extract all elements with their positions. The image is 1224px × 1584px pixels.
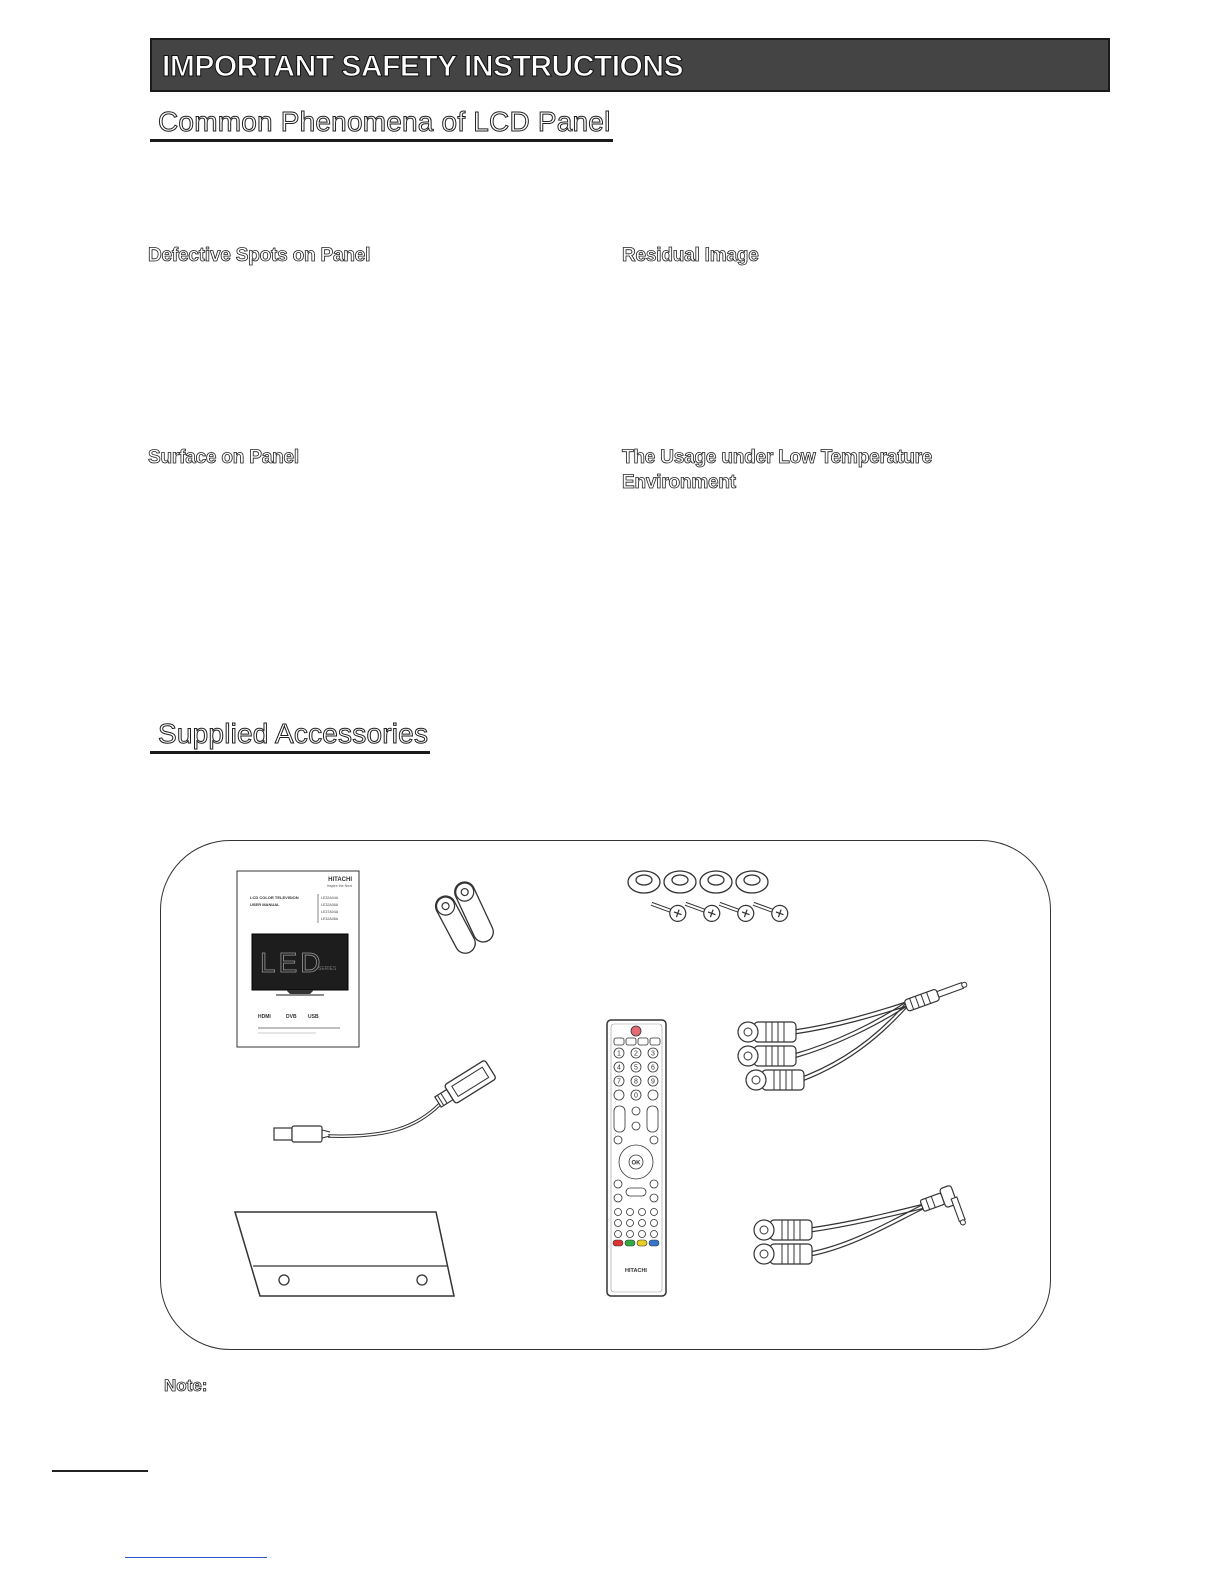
color-key-green — [625, 1240, 635, 1246]
digit-0-key: 0 — [634, 1092, 638, 1100]
manual-logo-dvb: DVB — [286, 1014, 297, 1020]
manual-logo-usb: USB — [308, 1014, 319, 1020]
digit-6-key: 6 — [651, 1064, 655, 1072]
manual-model-2: LE32A06A — [321, 903, 339, 907]
rca-connector-icon — [754, 1220, 812, 1240]
digit-1-key: 1 — [617, 1050, 621, 1058]
remote-control-illustration — [606, 1018, 668, 1298]
manual-screen-text: LED — [260, 947, 324, 978]
color-key-red — [613, 1240, 623, 1246]
manual-tagline: Inspire the Next — [326, 884, 352, 888]
footer-link-underline[interactable] — [125, 1557, 267, 1558]
manual-subtitle: USER MANUAL — [250, 902, 280, 907]
color-key-yellow — [637, 1240, 647, 1246]
manual-model-4: LE32A06A — [321, 917, 339, 921]
digit-2-key: 2 — [634, 1050, 638, 1058]
page-title: IMPORTANT SAFETY INSTRUCTIONS — [162, 50, 684, 83]
header-banner — [150, 38, 1110, 92]
screw-icon — [751, 896, 790, 923]
usb-socket-icon — [432, 1060, 496, 1112]
section-title-accessories: Supplied Accessories — [150, 718, 430, 754]
digit-9-key: 9 — [651, 1078, 655, 1086]
screw-icon — [683, 896, 722, 923]
digit-5-key: 5 — [634, 1064, 638, 1072]
subsection-residual-image: Residual Image — [622, 245, 759, 266]
manual-logo-hdmi: HDMI — [258, 1014, 271, 1020]
ok-button-label: OK — [631, 1160, 641, 1167]
footer-rule — [52, 1470, 148, 1472]
digit-8-key: 8 — [634, 1078, 638, 1086]
digit-7-key: 7 — [617, 1078, 621, 1086]
rca-connector-icon — [746, 1070, 804, 1090]
color-key-blue — [649, 1240, 659, 1246]
subsection-defective-spots: Defective Spots on Panel — [148, 245, 371, 266]
rca-connector-icon — [738, 1022, 796, 1042]
manual-brand: HITACHI — [328, 877, 352, 883]
minijack-plug-icon — [904, 978, 969, 1011]
note-label: Note: — [164, 1376, 208, 1395]
av-cable-illustration — [736, 972, 976, 1092]
program-rocker — [647, 1106, 658, 1132]
audio-cable-illustration — [752, 1186, 972, 1272]
volume-rocker — [614, 1106, 625, 1132]
screw-icon — [649, 896, 688, 923]
user-manual-illustration — [236, 870, 362, 1050]
rca-connector-icon — [738, 1046, 796, 1066]
screw-icon — [717, 896, 756, 923]
manual-model-1: LE32A04A — [321, 896, 339, 900]
stand-bracket-illustration — [232, 1206, 460, 1302]
digit-4-key: 4 — [617, 1064, 621, 1072]
manual-title: LCD COLOR TELEVISION — [250, 895, 299, 900]
batteries-illustration — [432, 872, 502, 962]
usb-plug-icon — [274, 1126, 330, 1142]
power-icon — [631, 1026, 641, 1036]
usb-cable-illustration — [266, 1066, 506, 1148]
remote-brand: HITACHI — [625, 1268, 647, 1274]
screws-and-washers-illustration — [626, 868, 806, 938]
rca-connector-icon — [754, 1244, 812, 1264]
manual-screen-caption: SERIES — [318, 966, 337, 972]
section-title-lcd-panel: Common Phenomena of LCD Panel — [150, 106, 613, 142]
manual-model-3: LE37A04A — [321, 910, 339, 914]
digit-3-key: 3 — [651, 1050, 655, 1058]
subsection-low-temperature: The Usage under Low Temperature Environment — [622, 447, 933, 493]
subsection-surface-on-panel: Surface on Panel — [148, 447, 299, 468]
